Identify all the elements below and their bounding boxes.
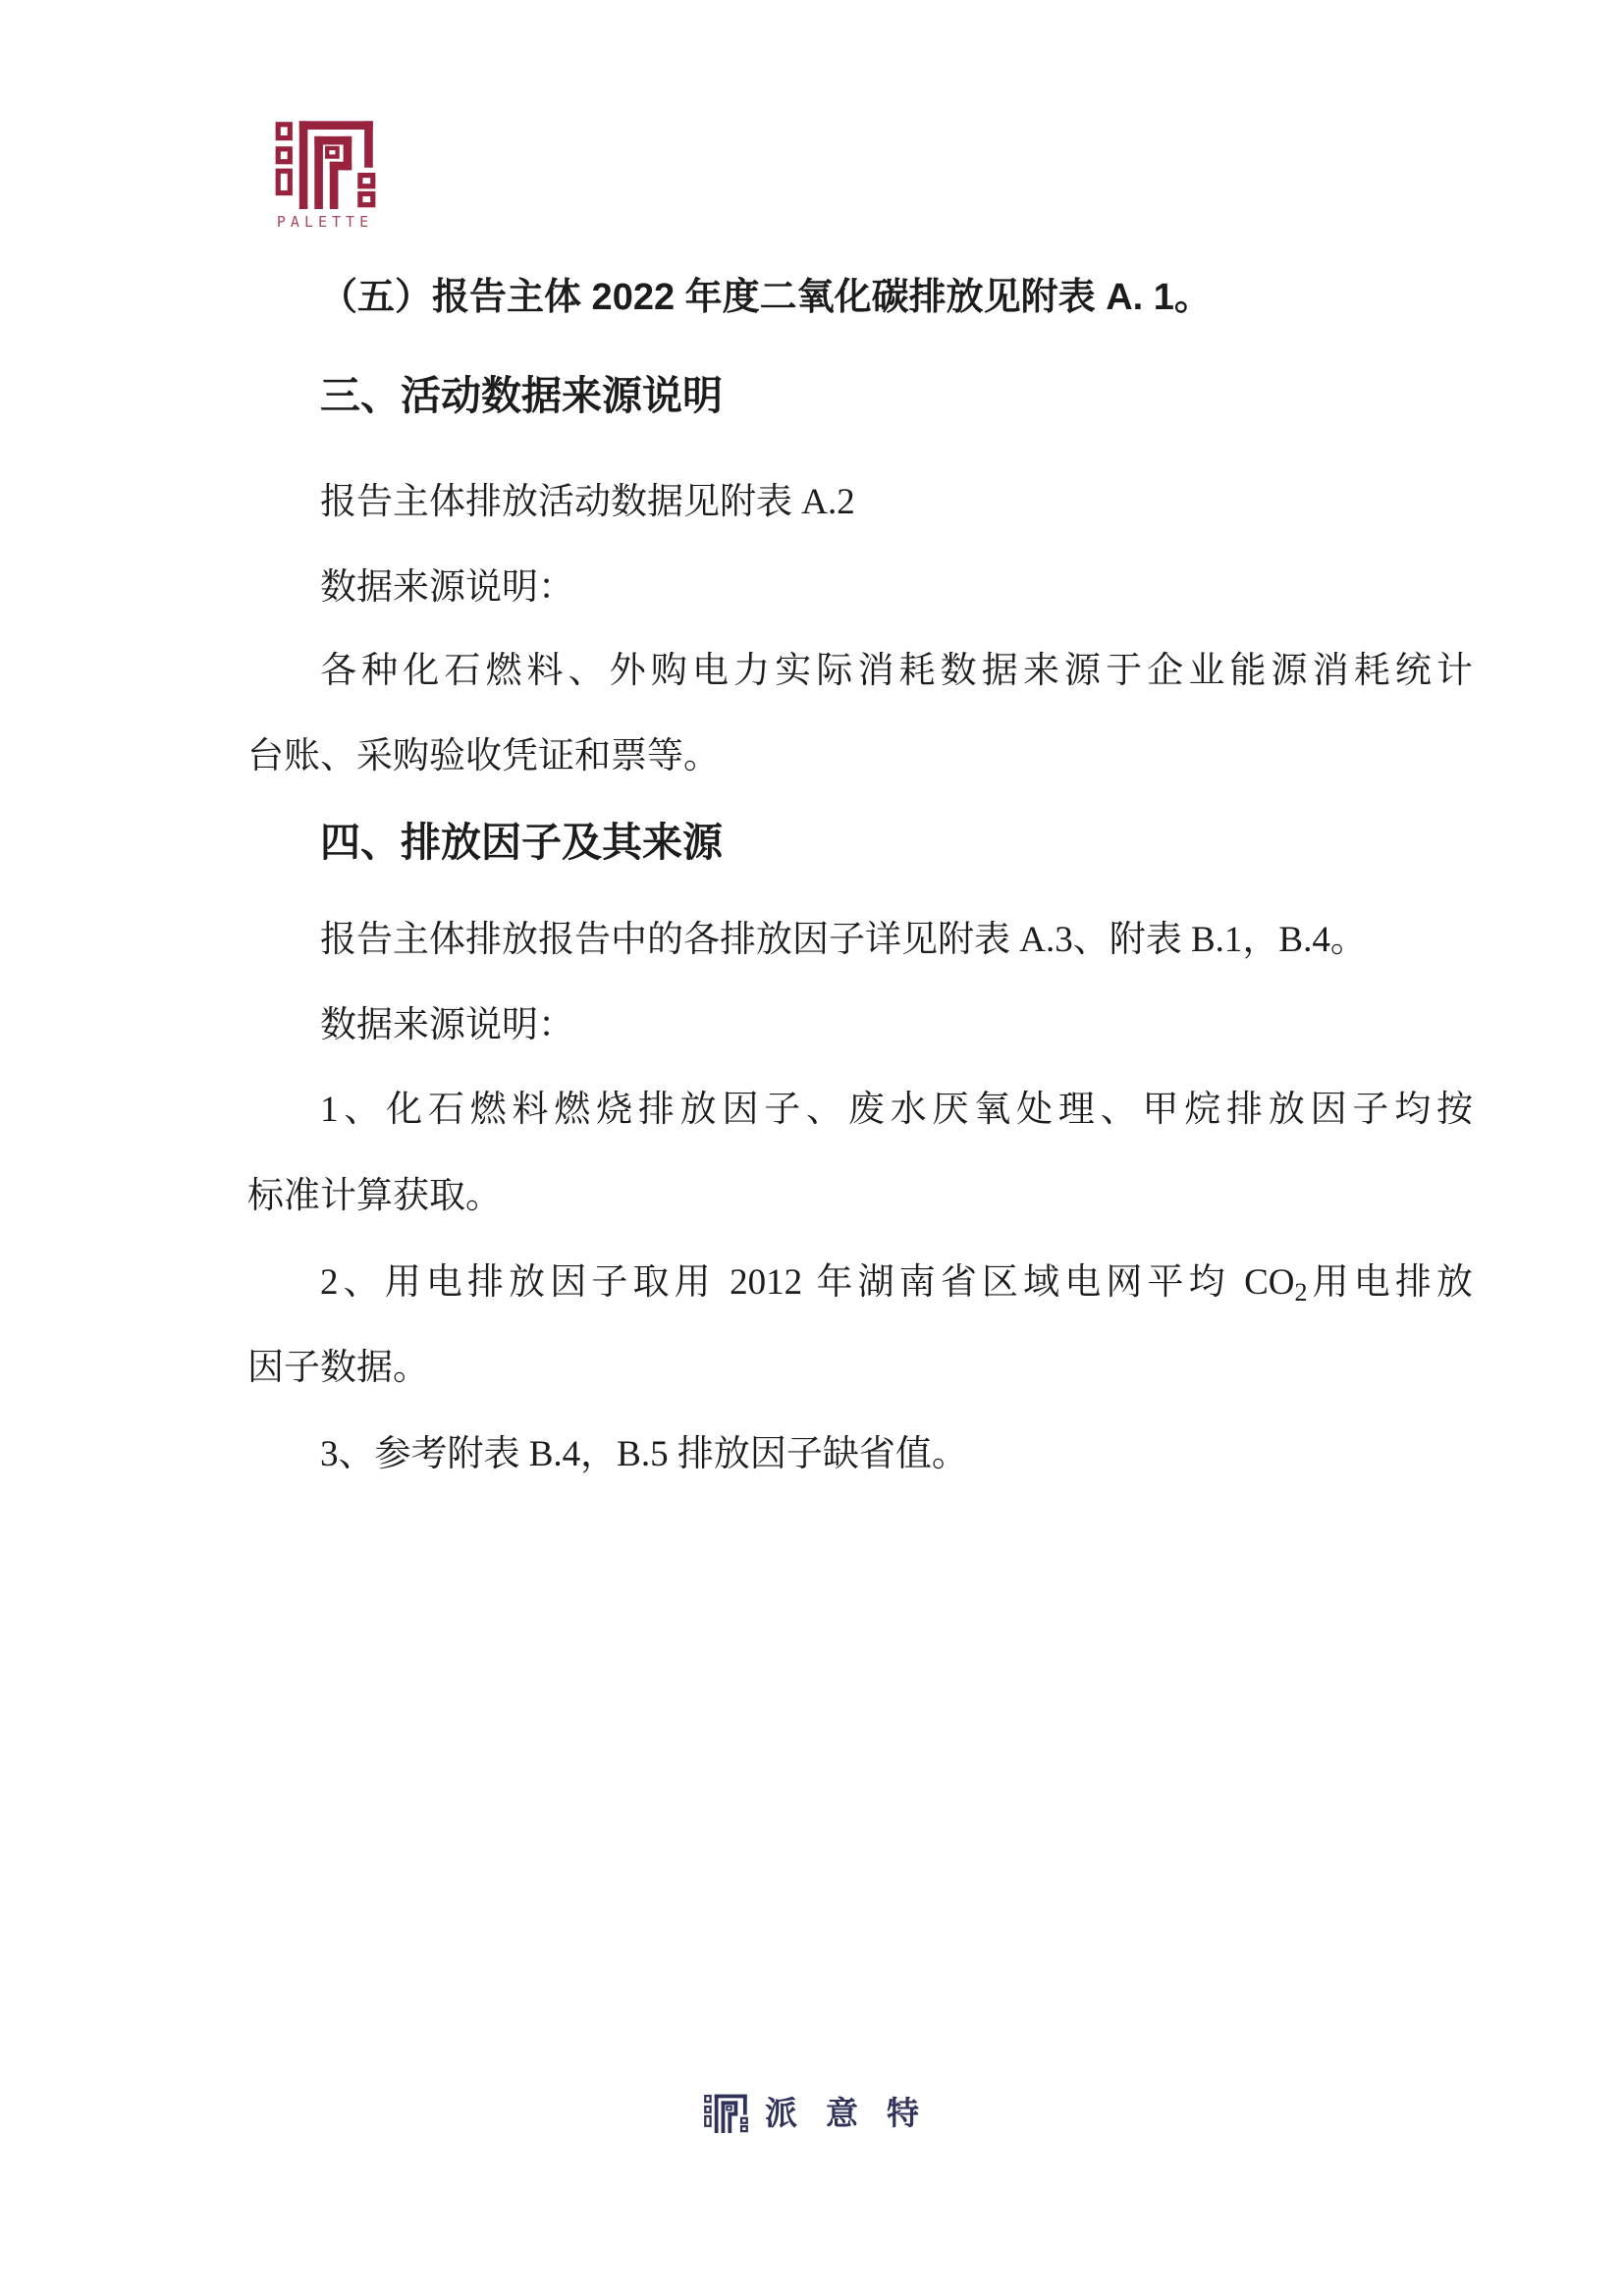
footer-brand <box>703 2088 947 2133</box>
para-data-source-label-1: 数据来源说明： <box>320 567 574 608</box>
para-item-2-line-1 <box>247 1261 1473 1308</box>
para-item-1-line-2: 标准计算获取。 <box>247 1176 502 1216</box>
palette-wordmark: PALETTE <box>276 213 374 231</box>
item-2-text-post: 用电排放 <box>1307 1262 1473 1303</box>
para-data-source-label-2: 数据来源说明： <box>320 1005 574 1045</box>
footer-brand-text: 派意特 <box>765 2095 947 2131</box>
paiyite-logo-icon <box>703 2090 749 2133</box>
para-activity-data-ref: 报告主体排放活动数据见附表 A.2 <box>320 482 855 522</box>
para-emission-factor-ref: 报告主体排放报告中的各排放因子详见附表 A.3、附表 B.1，B.4。 <box>320 920 1367 960</box>
heading-section-four: 四、排放因子及其来源 <box>320 820 723 865</box>
para-item-3: 3、参考附表 B.4，B.5 排放因子缺省值。 <box>320 1434 968 1474</box>
para-fuel-consumption-line-2: 台账、采购验收凭证和票等。 <box>247 736 720 776</box>
palette-logo-icon <box>273 111 378 209</box>
para-item-5: （五）报告主体 2022 年度二氧化碳排放见附表 A. 1。 <box>320 277 1212 318</box>
header-logo <box>268 111 382 231</box>
para-item-2-line-2: 因子数据。 <box>247 1348 429 1388</box>
para-fuel-consumption-line-1: 各种化石燃料、外购电力实际消耗数据来源于企业能源消耗统计 <box>320 651 1473 691</box>
item-2-text-pre: 2、用电排放因子取用 2012 年湖南省区域电网平均 CO <box>320 1262 1295 1303</box>
para-item-1-line-1: 1、化石燃料燃烧排放因子、废水厌氧处理、甲烷排放因子均按 <box>320 1090 1473 1130</box>
co2-subscript: 2 <box>1294 1278 1308 1307</box>
heading-section-three: 三、活动数据来源说明 <box>320 373 723 418</box>
